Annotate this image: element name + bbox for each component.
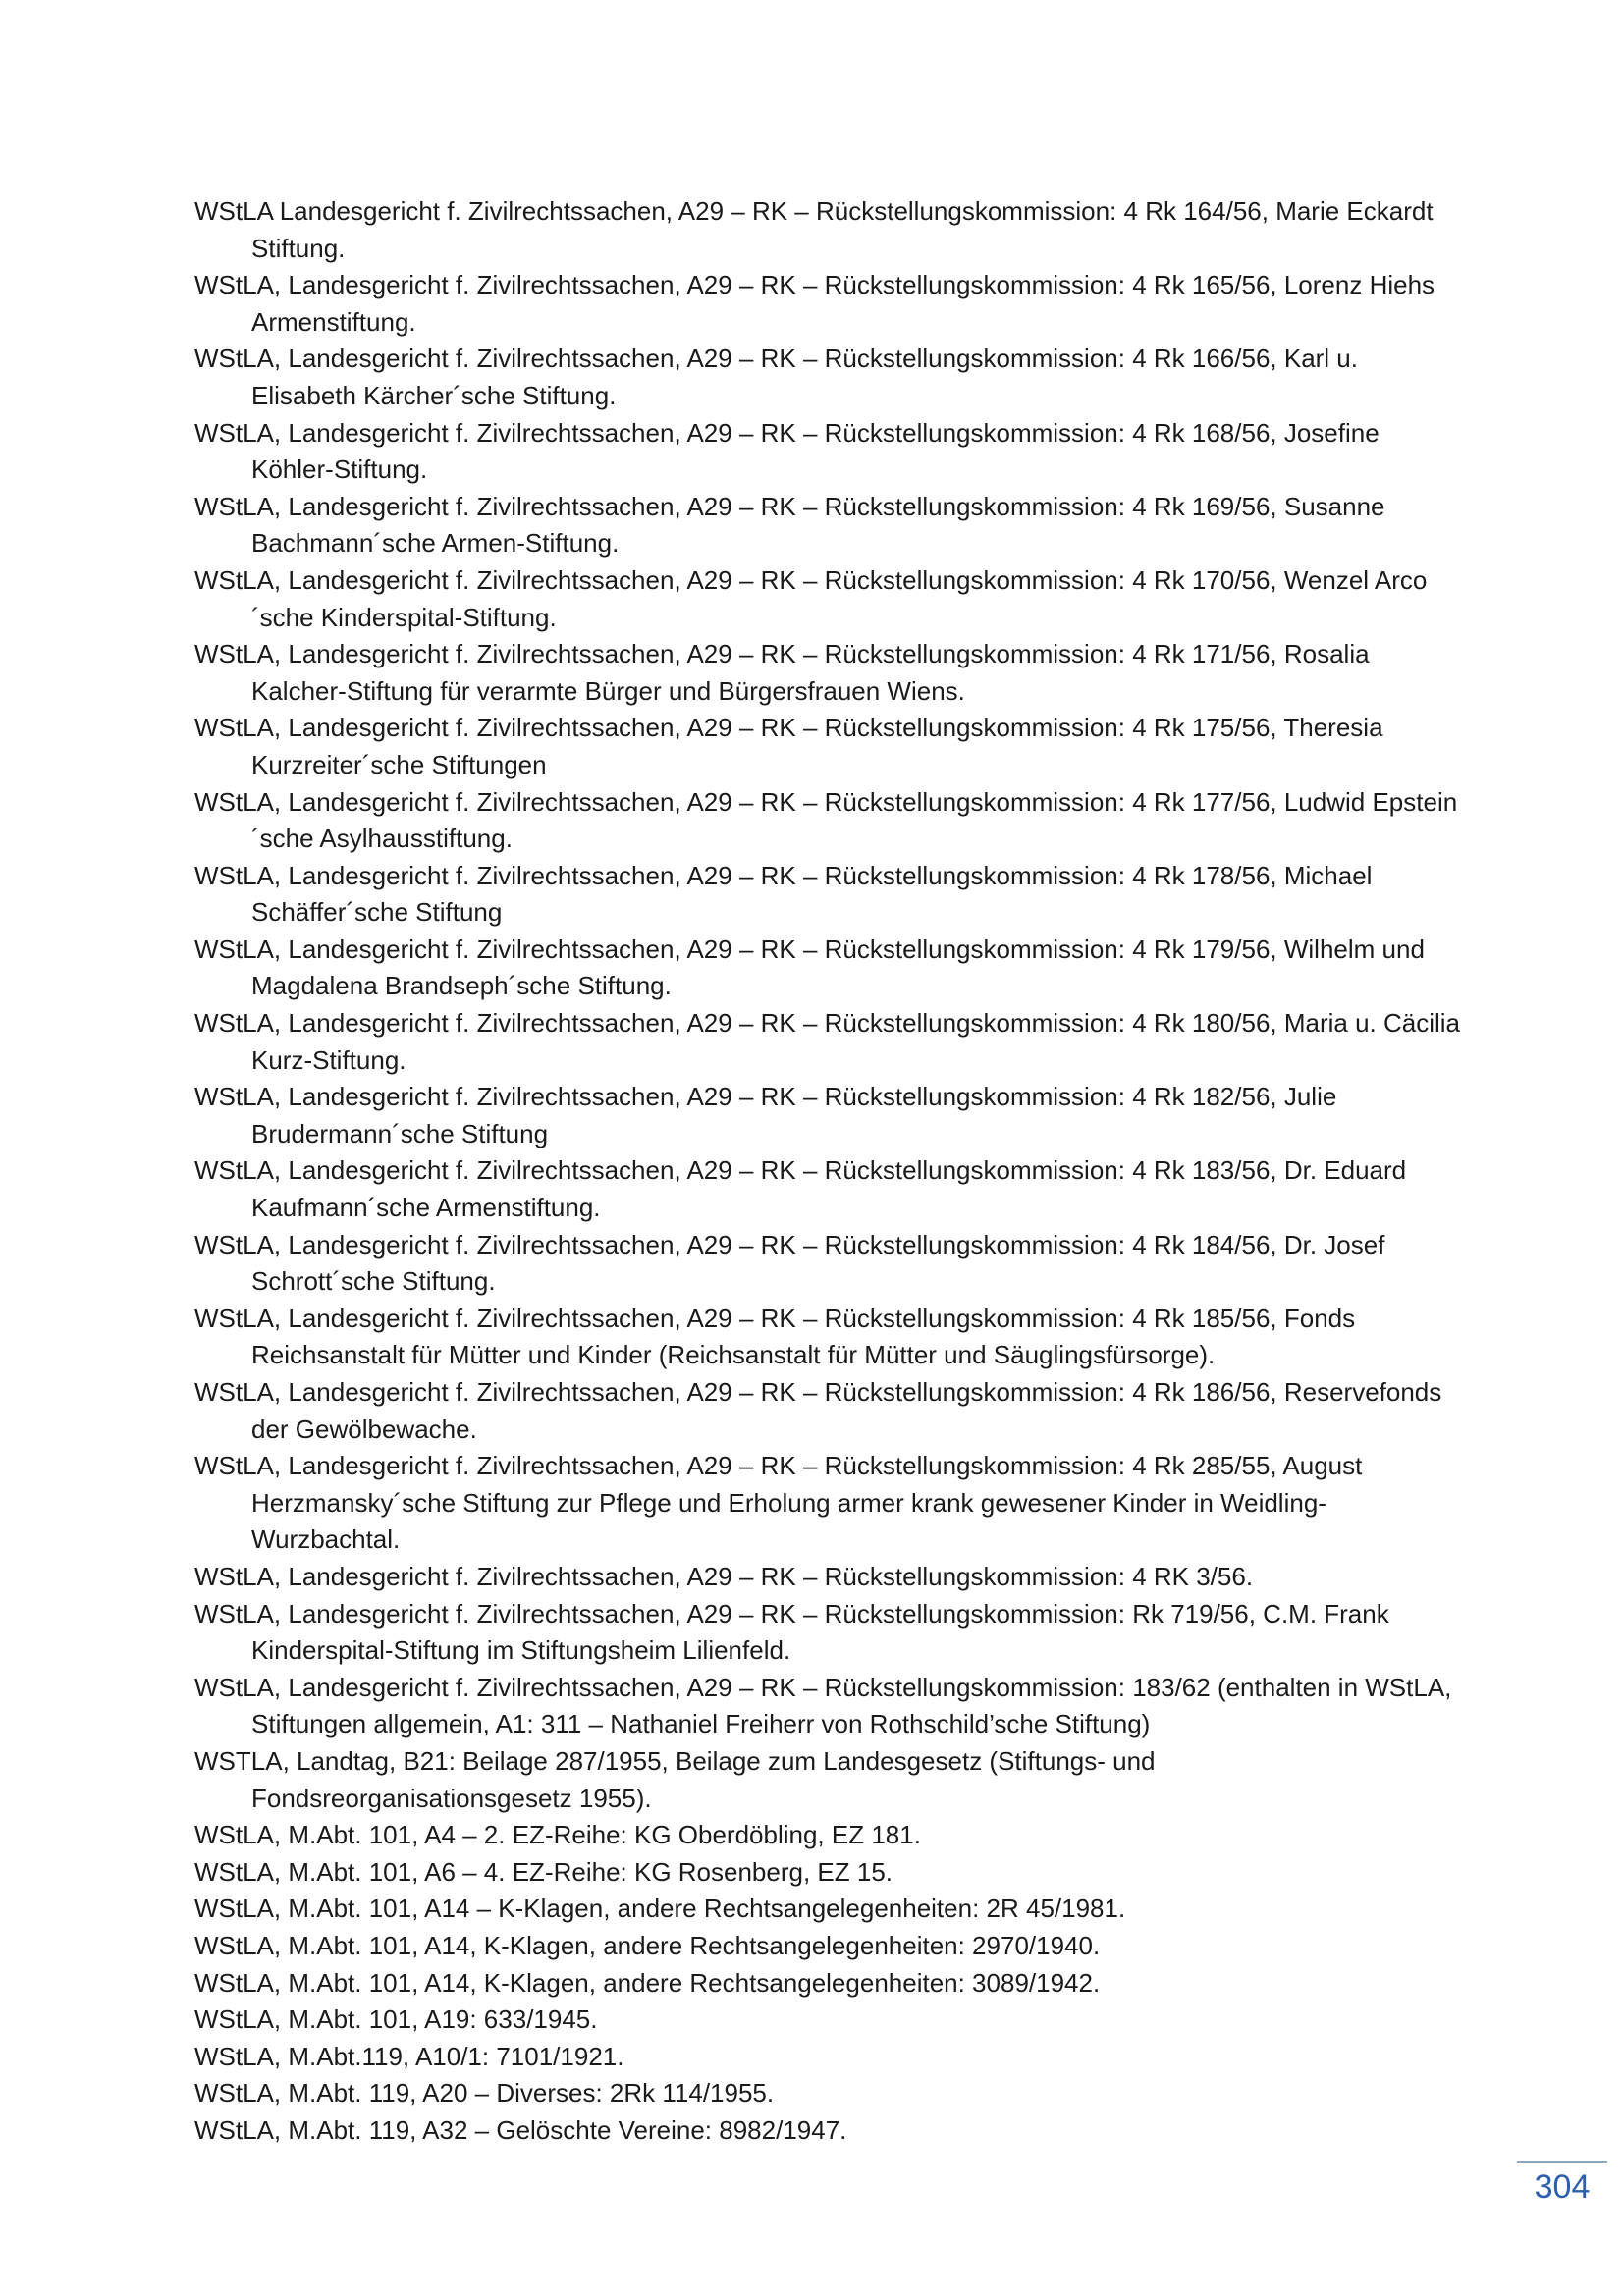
bibliography-entry: WStLA, M.Abt. 101, A4 – 2. EZ-Reihe: KG Oberdöbling, EZ 181. bbox=[194, 1820, 921, 1850]
bibliography-entry: WStLA, M.Abt. 101, A14 – K-Klagen, andere Rechtsangelegenheiten: 2R 45/1981. bbox=[194, 1894, 1126, 1924]
bibliography-entry: WStLA, Landesgericht f. Zivilrechtssachen, A29 – RK – Rückstellungskommission: 4 Rk 166/56, Karl u. Elisabeth Kärcher´sche Stiftung. bbox=[194, 344, 1358, 410]
bibliography-entry: WStLA Landesgericht f. Zivilrechtssachen, A29 – RK – Rückstellungskommission: 4 Rk 164/56, Marie Eckardt Stiftung. bbox=[194, 196, 1434, 263]
bibliography-entry: WStLA, Landesgericht f. Zivilrechtssachen, A29 – RK – Rückstellungskommission: Rk 719/56, C.M. Frank Kinderspital-Stiftung im Stiftungsheim Lilienfeld. bbox=[194, 1598, 1389, 1666]
bibliography-entry: WStLA, Landesgericht f. Zivilrechtssachen, A29 – RK – Rückstellungskommission: 4 Rk 171/56, Rosalia Kalcher-Stiftung für verarmte Bürger und Bürgersfrauen Wiens. bbox=[194, 639, 1370, 706]
bibliography-entry: WStLA, Landesgericht f. Zivilrechtssachen, A29 – RK – Rückstellungskommission: 4 Rk 165/56, Lorenz Hiehs Armenstiftung. bbox=[194, 270, 1435, 337]
bibliography-entry: WStLA, Landesgericht f. Zivilrechtssachen, A29 – RK – Rückstellungskommission: 4 Rk 168/56, Josefine Köhler-Stiftung. bbox=[194, 417, 1380, 485]
bibliography-entry: WStLA, Landesgericht f. Zivilrechtssachen, A29 – RK – Rückstellungskommission: 4 Rk 169/56, Susanne Bachmann´sche Armen-Stiftung. bbox=[194, 491, 1385, 559]
bibliography-entry: WStLA, Landesgericht f. Zivilrechtssachen, A29 – RK – Rückstellungskommission: 4 Rk 179/56, Wilhelm und Magdalena Brandseph´sche Stiftung. bbox=[194, 934, 1425, 1001]
bibliography-entry: WStLA, Landesgericht f. Zivilrechtssachen, A29 – RK – Rückstellungskommission: 183/62 (enthalten in WStLA, Stiftungen allgemein, A1: 311 – Nathaniel Freiherr von Rothschild’sche Stiftung) bbox=[194, 1672, 1452, 1739]
bibliography-entry: WStLA, Landesgericht f. Zivilrechtssachen, A29 – RK – Rückstellungskommission: 4 RK 3/56. bbox=[194, 1561, 1254, 1591]
bibliography-entry: WStLA, Landesgericht f. Zivilrechtssachen, A29 – RK – Rückstellungskommission: 4 Rk 185/56, Fonds Reichsanstalt für Mütter und Kinder (Reichsanstalt für Mütter und Säuglingsfürsorge). bbox=[194, 1303, 1356, 1370]
bibliography-entry: WStLA, Landesgericht f. Zivilrechtssachen, A29 – RK – Rückstellungskommission: 4 Rk 170/56, Wenzel Arco´sche Kinderspital-Stiftung. bbox=[194, 564, 1428, 632]
page-number: 304 bbox=[1534, 2168, 1591, 2206]
bibliography-entry: WStLA, Landesgericht f. Zivilrechtssachen, A29 – RK – Rückstellungskommission: 4 Rk 285/55, August Herzmansky´sche Stiftung zur Pflege und Erholung armer krank gewesener Kinder in Weidling-Wurzbachtal. bbox=[194, 1451, 1363, 1555]
footer-divider bbox=[1517, 2161, 1607, 2163]
bibliography-entry: WStLA, Landesgericht f. Zivilrechtssachen, A29 – RK – Rückstellungskommission: 4 Rk 178/56, Michael Schäffer´sche Stiftung bbox=[194, 860, 1373, 928]
bibliography-entry: WStLA, M.Abt. 119, A32 – Gelöschte Vereine: 8982/1947. bbox=[194, 2114, 847, 2145]
bibliography-entry: WStLA, Landesgericht f. Zivilrechtssachen, A29 – RK – Rückstellungskommission: 4 Rk 184/56, Dr. Josef Schrott´sche Stiftung. bbox=[194, 1229, 1385, 1297]
bibliography-entry: WStLA, Landesgericht f. Zivilrechtssachen, A29 – RK – Rückstellungskommission: 4 Rk 186/56, Reservefonds der Gewölbewache. bbox=[194, 1377, 1442, 1444]
bibliography-entry: WStLA, Landesgericht f. Zivilrechtssachen, A29 – RK – Rückstellungskommission: 4 Rk 183/56, Dr. Eduard Kaufmann´sche Armenstiftung. bbox=[194, 1155, 1407, 1223]
bibliography-entry: WStLA, M.Abt.119, A10/1: 7101/1921. bbox=[194, 2041, 624, 2071]
bibliography-entry: WStLA, Landesgericht f. Zivilrechtssachen, A29 – RK – Rückstellungskommission: 4 Rk 182/56, Julie Brudermann´sche Stiftung bbox=[194, 1082, 1337, 1148]
bibliography-entry: WStLA, M.Abt. 101, A14, K-Klagen, andere Rechtsangelegenheiten: 3089/1942. bbox=[194, 1967, 1101, 1998]
bibliography-entry: WStLA, Landesgericht f. Zivilrechtssachen, A29 – RK – Rückstellungskommission: 4 Rk 175/56, Theresia Kurzreiter´sche Stiftungen bbox=[194, 713, 1383, 779]
bibliography-entry: WStLA, Landesgericht f. Zivilrechtssachen, A29 – RK – Rückstellungskommission: 4 Rk 177/56, Ludwid Epstein´sche Asylhausstiftung. bbox=[194, 786, 1458, 854]
bibliography-entry: WStLA, Landesgericht f. Zivilrechtssachen, A29 – RK – Rückstellungskommission: 4 Rk 180/56, Maria u. Cäcilia Kurz-Stiftung. bbox=[194, 1008, 1461, 1075]
bibliography-entry: WStLA, M.Abt. 101, A6 – 4. EZ-Reihe: KG Rosenberg, EZ 15. bbox=[194, 1856, 893, 1887]
bibliography-entry: WStLA, M.Abt. 101, A19: 633/1945. bbox=[194, 2004, 598, 2035]
bibliography-entry: WStLA, M.Abt. 101, A14, K-Klagen, andere Rechtsangelegenheiten: 2970/1940. bbox=[194, 1930, 1101, 1960]
bibliography-list bbox=[194, 193, 1461, 2149]
bibliography-entry: WStLA, M.Abt. 119, A20 – Diverses: 2Rk 114/1955. bbox=[194, 2078, 775, 2109]
bibliography-entry: WSTLA, Landtag, B21: Beilage 287/1955, Beilage zum Landesgesetz (Stiftungs- und Fondsreorganisationsgesetz 1955). bbox=[194, 1745, 1156, 1813]
